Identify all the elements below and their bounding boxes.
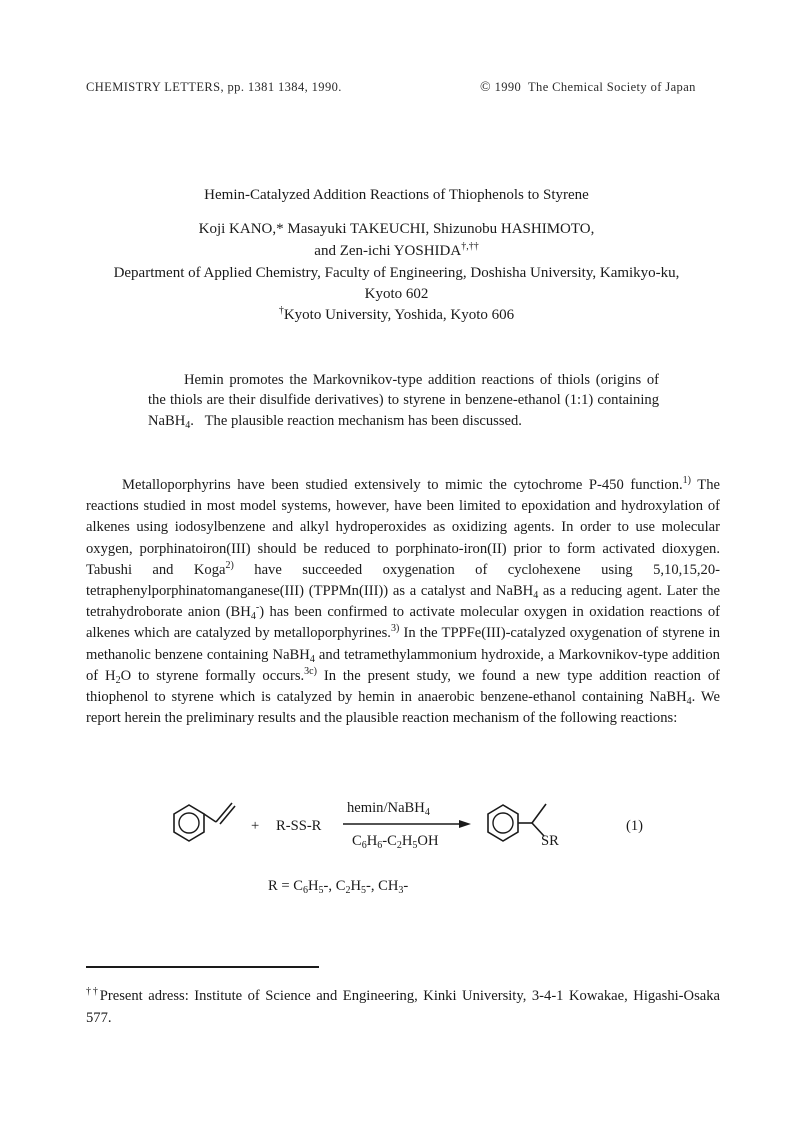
abstract [148, 370, 659, 431]
body-text: and tetramethylammonium hydroxide, a Markovnikov-type addition of H [86, 646, 720, 684]
catalyst-label [347, 800, 430, 817]
reference-mark: 2) [225, 559, 234, 571]
footnote [86, 986, 720, 1029]
subscript: 4 [250, 611, 256, 623]
r-group-subscript: 6 [303, 885, 308, 896]
equation-number: (1) [626, 818, 644, 834]
r-group-text: H [350, 878, 361, 894]
r-group-subscript: 2 [345, 885, 351, 896]
body-text: In the TPPFe(III)-catalyzed oxygenation of styrene in methanolic benzene containing NaBH [86, 625, 721, 663]
footnote-mark: †† [86, 986, 100, 997]
abstract-text: Hemin promotes the Markovnikov-type addition reactions of thiols (origins of the thiols are their disulfide derivatives) to styrene in benzene-ethanol (1:1) containing NaBH [148, 372, 659, 429]
catalyst-text: hemin/NaBH [347, 800, 425, 816]
author-affiliation-marks: †,†† [461, 241, 479, 252]
r-group-definition [268, 878, 408, 895]
abstract-paragraph [148, 370, 659, 431]
affiliation-line-3 [0, 307, 793, 324]
r-group-text: H [308, 878, 319, 894]
body-text: In the present study, we found a new type addition reaction of thiophenol to styrene which is catalyzed by hemin in anaerobic benzene-ethanol containing NaBH [86, 667, 720, 706]
subscript: 4 [533, 590, 539, 602]
body-text: have succeeded oxygenation of cyclohexene using 5,10,15,20-tetraphenylporphinatomanganese(III) (TPPMn(III)) as a catalyst and NaBH [86, 561, 720, 600]
plus-sign: + [251, 818, 260, 834]
r-group-text: R = C [268, 878, 303, 894]
affiliation-line-2: Kyoto 602 [364, 286, 429, 302]
subscript: 2 [115, 674, 121, 686]
body-paragraph [86, 475, 720, 729]
solvent-text: -C [382, 833, 397, 849]
body-text: . We report herein the preliminary results and the plausible reaction mechanism of the following reactions: [86, 689, 720, 727]
solvent-text: H [366, 833, 378, 849]
solvent-text: OH [417, 833, 439, 849]
body-text: ) has been confirmed to activate molecular oxygen in oxidation reactions of alkenes which are catalyzed by metalloporphyrines. [86, 604, 720, 642]
solvent-text: C [352, 833, 362, 849]
copyright-notice [480, 80, 696, 96]
affiliation-line-3-text: Kyoto University, Yoshida, Kyoto 606 [283, 307, 515, 323]
paper-title: Hemin-Catalyzed Addition Reactions of Thiophenols to Styrene [204, 187, 589, 203]
r-group-subscript: 5 [360, 885, 366, 896]
authors-line-2-text: and Zen-ichi YOSHIDA [314, 243, 462, 259]
journal-citation: CHEMISTRY LETTERS, pp. 1381 1384, 1990. [86, 80, 342, 94]
styrene-structure-icon [162, 800, 242, 850]
solvent-subscript: 6 [377, 840, 383, 851]
footnote-paragraph [86, 986, 720, 1029]
body-text: O to styrene formally occurs. [120, 667, 305, 684]
solvent-text: H [401, 833, 413, 849]
footnote-divider [86, 966, 319, 968]
r-group-subscript: 3 [398, 885, 404, 896]
catalyst-subscript: 4 [424, 807, 430, 818]
reference-mark: 3c) [304, 665, 317, 677]
footnote-text: Present adress: Institute of Science and Engineering, Kinki University, 3-4-1 Kowakae, Higashi-Osaka 577. [86, 988, 721, 1026]
solvent-subscript: 2 [396, 840, 402, 851]
body-text: The reactions studied in most model systems, however, have been limited to epoxidation and hydroxylation of alkenes using iodosylbenzene and alkyl hydroperoxides as oxidizing agents. In order to use molecular oxygen, porphinatoiron(III) should be reduced to porphinato-iron(II) prior to form activated dioxygen. Tabushi and Koga [86, 477, 720, 578]
abstract-text-end: . The plausible reaction mechanism has been discussed. [190, 412, 522, 429]
authors-line-1: Koji KANO,* Masayuki TAKEUCHI, Shizunobu HASHIMOTO, [198, 221, 595, 237]
copyright-text: 1990 The Chemical Society of Japan [494, 80, 696, 94]
superscript: - [255, 602, 260, 614]
disulfide-reagent: R-SS-R [276, 818, 322, 834]
affiliation-line-1: Department of Applied Chemistry, Faculty of Engineering, Doshisha University, Kamikyo-ku, [113, 265, 680, 281]
solvent-subscript: 5 [412, 840, 418, 851]
intro-paragraph [86, 475, 720, 729]
subscript: 4 [309, 653, 315, 665]
body-text: Metalloporphyrins have been studied extensively to mimic the cytochrome P-450 function. [122, 477, 683, 493]
solvent-label [352, 833, 439, 850]
reference-mark: 1) [682, 475, 691, 486]
reaction-arrow-icon [343, 818, 473, 830]
r-group-text: - [403, 878, 409, 894]
reference-mark: 3) [390, 623, 400, 635]
dagger-mark: † [278, 305, 284, 316]
body-text: as a reducing agent. Later the tetrahydroborate anion (BH [86, 583, 720, 621]
solvent-subscript: 6 [361, 840, 367, 851]
sr-label: SR [541, 833, 559, 849]
r-group-text: -, CH [365, 878, 399, 894]
r-group-text: -, C [323, 878, 346, 894]
r-group-subscript: 5 [318, 885, 324, 896]
authors-line-2 [0, 243, 793, 260]
copyright-icon: © [480, 80, 492, 95]
subscript: 4 [686, 696, 692, 708]
abstract-subscript: 4 [185, 419, 191, 431]
